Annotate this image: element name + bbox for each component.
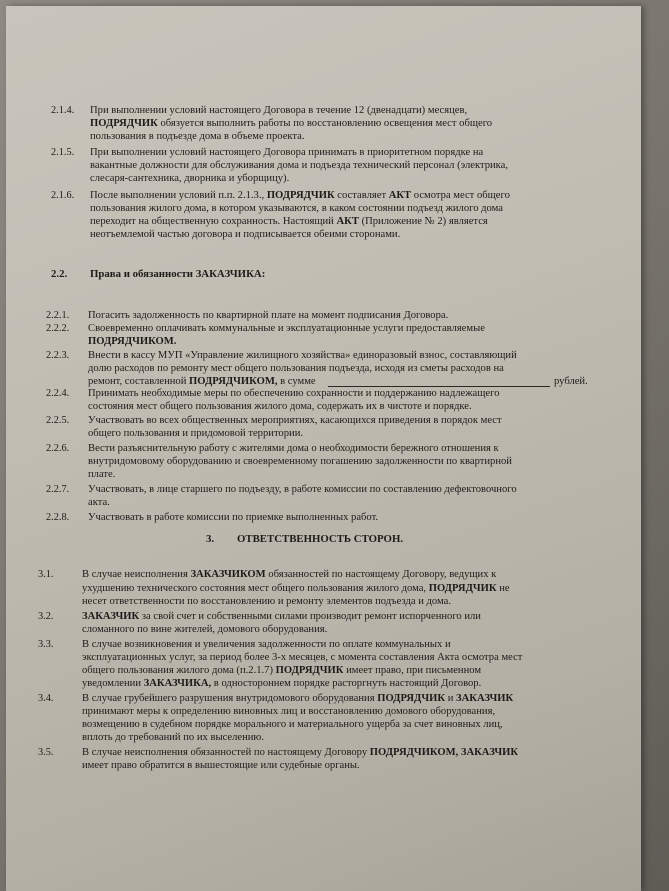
clause-number: 2.2.8.: [46, 512, 70, 523]
clause-text: После выполнении условий п.п. 2.1.3., ПОДРЯДЧИК составляет АКТ осмотра мест общего: [90, 190, 510, 201]
document-page: [6, 6, 641, 891]
clause-text: сломанного по вине жителей, домового оборудования.: [82, 624, 328, 635]
clause-text: принимают меры к определению виновных лиц и восстановлению домового оборудования,: [82, 706, 496, 717]
clause-text: Участвовать, в лице старшего по подъезду, в работе комиссии по составлению дефектовочного: [88, 484, 517, 495]
clause-number: 2.1.6.: [51, 190, 75, 201]
section-title: Права и обязанности ЗАКАЗЧИКА:: [90, 268, 266, 280]
clause-number: 2.2.6.: [46, 443, 70, 454]
clause-text: В случае возникновения и увеличения задолженности по оплате коммунальных и: [82, 639, 451, 650]
clause-text: Погасить задолженность по квартирной плате на момент подписания Договора.: [88, 310, 449, 321]
clause-text: ЗАКАЗЧИК за свой счет и собственными силами производит ремонт испорченного или: [82, 611, 481, 622]
clause-text: Внести в кассу МУП «Управление жилищного хозяйства» единоразовый взнос, составляющий: [88, 350, 517, 361]
clause-text: общего пользования и придомовой территории.: [88, 428, 304, 439]
clause-text: При выполнении условий настоящего Договора принимать в приоритетном порядке на: [90, 147, 484, 158]
clause-text: Участвовать во всех общественных мероприятиях, касающихся приведения в порядок мест: [88, 415, 502, 426]
clause-text: внутридомовому оборудованию и своевременному погашению задолженности по квартирной: [88, 456, 512, 467]
clause-number: 3.1.: [38, 569, 54, 580]
clause-text: пользования в подъезде дома в объеме проекта.: [90, 131, 305, 142]
clause-text: состояния мест общего пользования жилого дома, содержать их в чистоте и порядке.: [88, 401, 472, 412]
clause-text: ПОДРЯДЧИКОМ.: [88, 336, 177, 347]
clause-number: 3.4.: [38, 693, 54, 704]
clause-text: несет ответственности по восстановлению и ремонту элементов подъезда и дома.: [82, 596, 452, 607]
clause-text: общего пользования жилого дома (п.2.1.7) ПОДРЯДЧИК имеет право, при письменном: [82, 665, 482, 676]
clause-number: 2.2.1.: [46, 310, 70, 321]
clause-text: долю расходов по ремонту мест общего пользования подъезда, исходя из сметы расходов на: [88, 363, 504, 374]
clause-text: вплоть до требований по их выселению.: [82, 732, 264, 743]
clause-text: уведомлении ЗАКАЗЧИКА, в одностороннем порядке расторгнуть настоящий Договор.: [82, 678, 482, 689]
clause-number: 3.3.: [38, 639, 54, 650]
clause-text: Участвовать в работе комиссии по приемке выполненных работ.: [88, 512, 379, 523]
clause-text: В случае неисполнения обязанностей по настоящему Договору ПОДРЯДЧИКОМ, ЗАКАЗЧИК: [82, 747, 519, 758]
clause-text: акта.: [88, 497, 110, 508]
clause-text: При выполнении условий настоящего Договора в течение 12 (двенадцати) месяцев,: [90, 105, 468, 116]
clause-number: 2.2.5.: [46, 415, 70, 426]
clause-number: 2.1.4.: [51, 105, 75, 116]
clause-text: ПОДРЯДЧИК обязуется выполнить работы по восстановлению освещения мест общего: [90, 118, 493, 129]
clause-text: плате.: [88, 469, 116, 480]
clause-text: Принимать необходимые меры по обеспечению сохранности и поддержанию надлежащего: [88, 388, 500, 399]
clause-number: 2.2.3.: [46, 350, 70, 361]
clause-text: Своевременно оплачивать коммунальные и эксплуатационные услуги предоставляемые: [88, 323, 485, 334]
clause-text: переходит на общественную сохранность. Настоящий АКТ (Приложение № 2) является: [90, 216, 488, 227]
clause-text: ремонт, составленной ПОДРЯДЧИКОМ, в сумме: [88, 376, 316, 387]
clause-text: В случае неисполнения ЗАКАЗЧИКОМ обязанностей по настоящему Договору, ведущих к: [82, 569, 497, 580]
clause-text: пользования жилого дома, в котором указываются, в каком состоянии подъезд жилого дома: [90, 203, 503, 214]
clause-text: возмещению в судебном порядке морального и материального ущерба за счет виновных лиц,: [82, 719, 503, 730]
clause-number: 2.1.5.: [51, 147, 75, 158]
clause-number: 3.5.: [38, 747, 54, 758]
section-number: 3.: [206, 533, 215, 545]
clause-text: вакантные должности для обслуживания дома и подъезда технический персонал (электрика,: [90, 160, 509, 171]
clause-text: неотъемлемой частью договора и подписывается обеими сторонами.: [90, 229, 401, 240]
clause-text: В случае грубейшего разрушения внутридомового оборудования ПОДРЯДЧИК и ЗАКАЗЧИК: [82, 693, 514, 704]
clause-text: Вести разъяснительную работу с жителями дома о необходимости бережного отношения к: [88, 443, 499, 454]
clause-text: эксплуатационных услуг, за период более 3-х месяцев, с момента составления Акта осмотра мест: [82, 652, 523, 663]
clause-text: имеет право обратится в вышестоящие или судебные органы.: [82, 760, 360, 771]
clause-number: 2.2.7.: [46, 484, 70, 495]
clause-number: 2.2.4.: [46, 388, 70, 399]
clause-number: 3.2.: [38, 611, 54, 622]
currency-label: рублей.: [554, 376, 588, 387]
section-title: ОТВЕТСТВЕННОСТЬ СТОРОН.: [237, 533, 404, 545]
section-number: 2.2.: [51, 268, 68, 280]
clause-number: 2.2.2.: [46, 323, 70, 334]
clause-text: слесаря-сантехника, дворника и уборщицу).: [90, 173, 290, 184]
clause-text: ухудшению технического состояния мест общего пользования жилого дома, ПОДРЯДЧИК не: [82, 583, 510, 594]
